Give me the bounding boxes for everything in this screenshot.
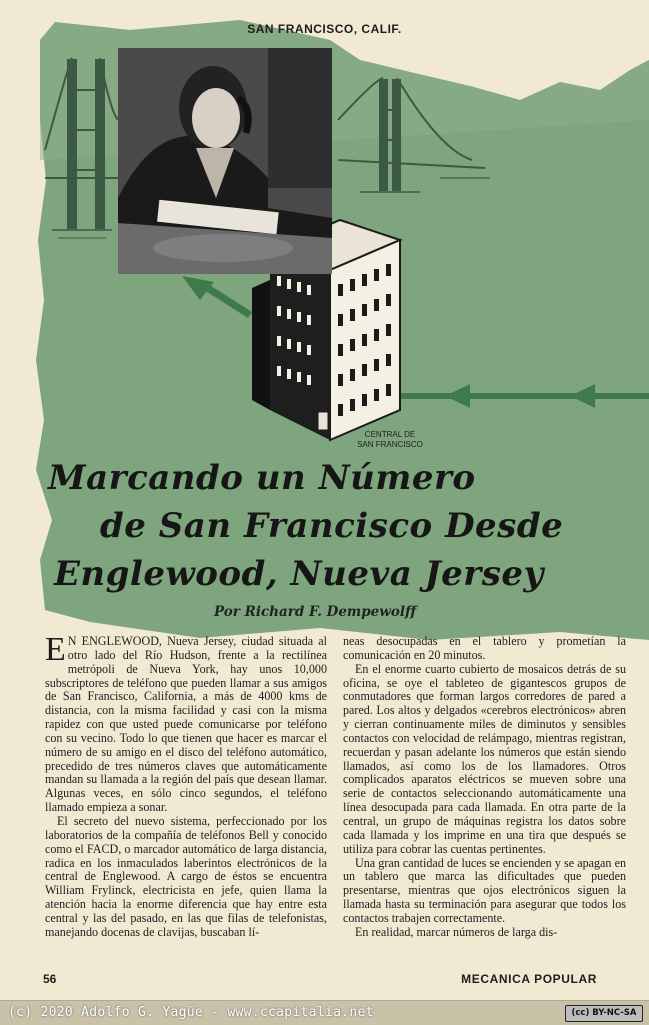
dateline: SAN FRANCISCO, CALIF.	[247, 22, 402, 36]
operator-photo	[118, 48, 332, 274]
cc-license-badge: (cc) BY-NC-SA	[565, 1005, 643, 1022]
headline-line1: Marcando un Número	[48, 458, 476, 498]
paragraph: El secreto del nuevo sistema, perfeccionado por los laboratorios de la compañía de teléfonos Bell y conocido como el FACD, o marcador automático de larga distancia, radica en los inmaculados laberintos electrónicos de la central de Englewood. A cargo de éstos se encuentra William Frylinck, electricista en jefe, quien llama la atención hacia la enorme diferencia que hay entre esta central y las del pasado, en las que filas de telefonistas, manejando docenas de clavijas, buscaban lí-	[45, 813, 327, 939]
headline-line3: Englewood, Nueva Jersey	[54, 554, 544, 594]
headline-line2: de San Francisco Desde	[100, 506, 564, 546]
copyright-text: (c) 2020 Adolfo G. Yagüe - www.ccapitalia.net	[8, 1005, 374, 1020]
drop-cap: E	[45, 631, 66, 668]
byline: Por Richard F. Dempewolff	[214, 604, 417, 620]
magazine-name: MECANICA POPULAR	[461, 972, 597, 986]
paragraph	[45, 631, 327, 815]
paragraph: Una gran cantidad de luces se encienden y se apagan en un tablero que marca las dificultades que pueden presentarse, mientras que ojos electrónicos siguen la llamada hasta su terminación para asegurar que todos los contactos trabajen correctamente.	[343, 855, 626, 925]
paragraph: En el enorme cuarto cubierto de mosaicos detrás de su oficina, se oye el tableteo de gigantescos grupos de conmutadores que forman largos corredores de pared a pared. Los altos y delgados «cerebros electrónicos» abren y cierran continuamente miles de diminutos y sensibles contactos con velocidad de relámpago, mientras registran, recuerdan y pasan adelante los números que están siendo llamados, así como los de los llamadores. Otros complicados aparatos eléctricos se mueven sobre una serie de contactos seleccionando automáticamente una línea desocupada para cada llamada. En otra parte de la central, un grupo de máquinas registra los datos sobre cada llamada y los imprime en una tira que después se utiliza para cobrar las cuentas pertinentes.	[343, 661, 626, 856]
article-column-2	[343, 635, 626, 940]
building-caption	[345, 430, 435, 450]
building-caption-line2: SAN FRANCISCO	[357, 440, 423, 449]
paragraph-text: N ENGLEWOOD, Nueva Jersey, ciudad situada al otro lado del Río Hudson, frente a la rectilínea metrópoli de Nueva York, hay unos 10,000 subscriptores de teléfono que pueden llamar a sus amigos de San Francisco, California, a más de 4000 kms de distancia, con la misma facilidad y casi con la misma rapidez con que usted puede comunicarse por teléfono con su vecino. Todo lo que tienen que hacer es marcar el número de su amigo en el disco del teléfono automático, precedido de tres números claves que automáticamente mandan su llamada a la región del país que desean llamar. Algunas veces, en sólo cinco segundos, el teléfono llamado empieza a sonar.	[45, 634, 327, 815]
page-number: 56	[43, 972, 57, 986]
paragraph: En realidad, marcar números de larga dis-	[355, 924, 558, 939]
article-column-1	[45, 631, 327, 940]
paragraph: neas desocupadas en el tablero y prometían la comunicación en 20 minutos.	[343, 634, 626, 662]
credit-footer	[0, 1000, 649, 1025]
building-caption-line1: CENTRAL DE	[364, 430, 416, 439]
